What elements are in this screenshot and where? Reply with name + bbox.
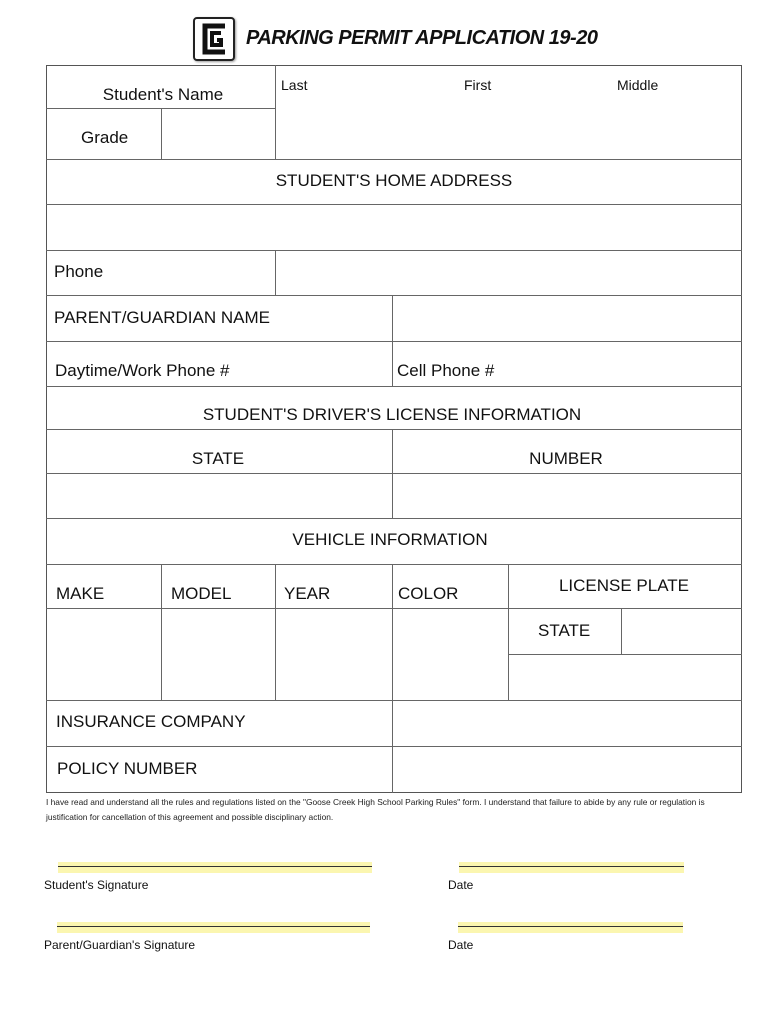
- cell-phone-label: Cell Phone #: [397, 361, 495, 380]
- license-number-field[interactable]: [393, 474, 742, 518]
- student-name-label: Student's Name: [102, 85, 224, 104]
- vehicle-section-label: VEHICLE INFORMATION: [292, 530, 488, 549]
- policy-number-field[interactable]: [393, 747, 742, 793]
- plate-number-field[interactable]: [509, 655, 742, 700]
- insurance-company-label: INSURANCE COMPANY: [56, 712, 246, 731]
- school-logo: [193, 17, 235, 61]
- parent-signature-label: Parent/Guardian's Signature: [44, 938, 196, 952]
- student-signature-line[interactable]: [58, 862, 372, 873]
- make-field[interactable]: [47, 609, 161, 700]
- grade-field[interactable]: [162, 109, 275, 159]
- parent-name-field[interactable]: [393, 296, 742, 341]
- home-address-label: STUDENT'S HOME ADDRESS: [275, 171, 513, 190]
- license-state-field[interactable]: [47, 474, 392, 518]
- last-name-label: Last: [281, 77, 308, 93]
- insurance-company-field[interactable]: [393, 701, 742, 746]
- divider: [46, 429, 742, 430]
- make-label: MAKE: [56, 584, 105, 603]
- color-field[interactable]: [393, 609, 508, 700]
- color-label: COLOR: [398, 584, 459, 603]
- grade-label: Grade: [81, 128, 129, 147]
- model-label: MODEL: [171, 584, 232, 603]
- student-date-label: Date: [448, 878, 474, 892]
- middle-name-label: Middle: [617, 77, 659, 93]
- license-plate-label: LICENSE PLATE: [558, 576, 690, 595]
- phone-label: Phone: [54, 262, 104, 281]
- divider: [46, 386, 742, 387]
- parent-signature-line[interactable]: [57, 922, 370, 933]
- gc-logo-icon: [195, 19, 233, 59]
- divider: [46, 159, 742, 160]
- year-field[interactable]: [276, 609, 392, 700]
- plate-state-label: STATE: [538, 621, 591, 640]
- policy-number-label: POLICY NUMBER: [57, 759, 198, 778]
- parent-name-label: PARENT/GUARDIAN NAME: [54, 308, 270, 327]
- divider: [46, 564, 742, 565]
- license-number-label: NUMBER: [529, 449, 603, 468]
- page-title: PARKING PERMIT APPLICATION 19-20: [246, 27, 598, 49]
- first-name-label: First: [464, 77, 492, 93]
- parent-date-line[interactable]: [458, 922, 683, 933]
- disclaimer-text: I have read and understand all the rules and regulations listed on the "Goose Creek High School Parking Rules" form. I understand that failure to abide by any rule or regulation is justification for cancellation of this agreement and possible disciplinary action.: [46, 797, 705, 822]
- home-address-field[interactable]: [47, 205, 742, 250]
- work-phone-label: Daytime/Work Phone #: [55, 361, 230, 380]
- model-field[interactable]: [162, 609, 275, 700]
- phone-field[interactable]: [276, 251, 742, 295]
- plate-state-field[interactable]: [622, 609, 742, 654]
- student-signature-label: Student's Signature: [44, 878, 149, 892]
- divider: [46, 518, 742, 519]
- student-date-line[interactable]: [459, 862, 684, 873]
- year-label: YEAR: [284, 584, 331, 603]
- student-name-field[interactable]: [276, 95, 742, 159]
- divider: [46, 341, 742, 342]
- license-section-label: STUDENT'S DRIVER'S LICENSE INFORMATION: [202, 405, 582, 424]
- license-state-label: STATE: [191, 449, 245, 468]
- parent-date-label: Date: [448, 938, 474, 952]
